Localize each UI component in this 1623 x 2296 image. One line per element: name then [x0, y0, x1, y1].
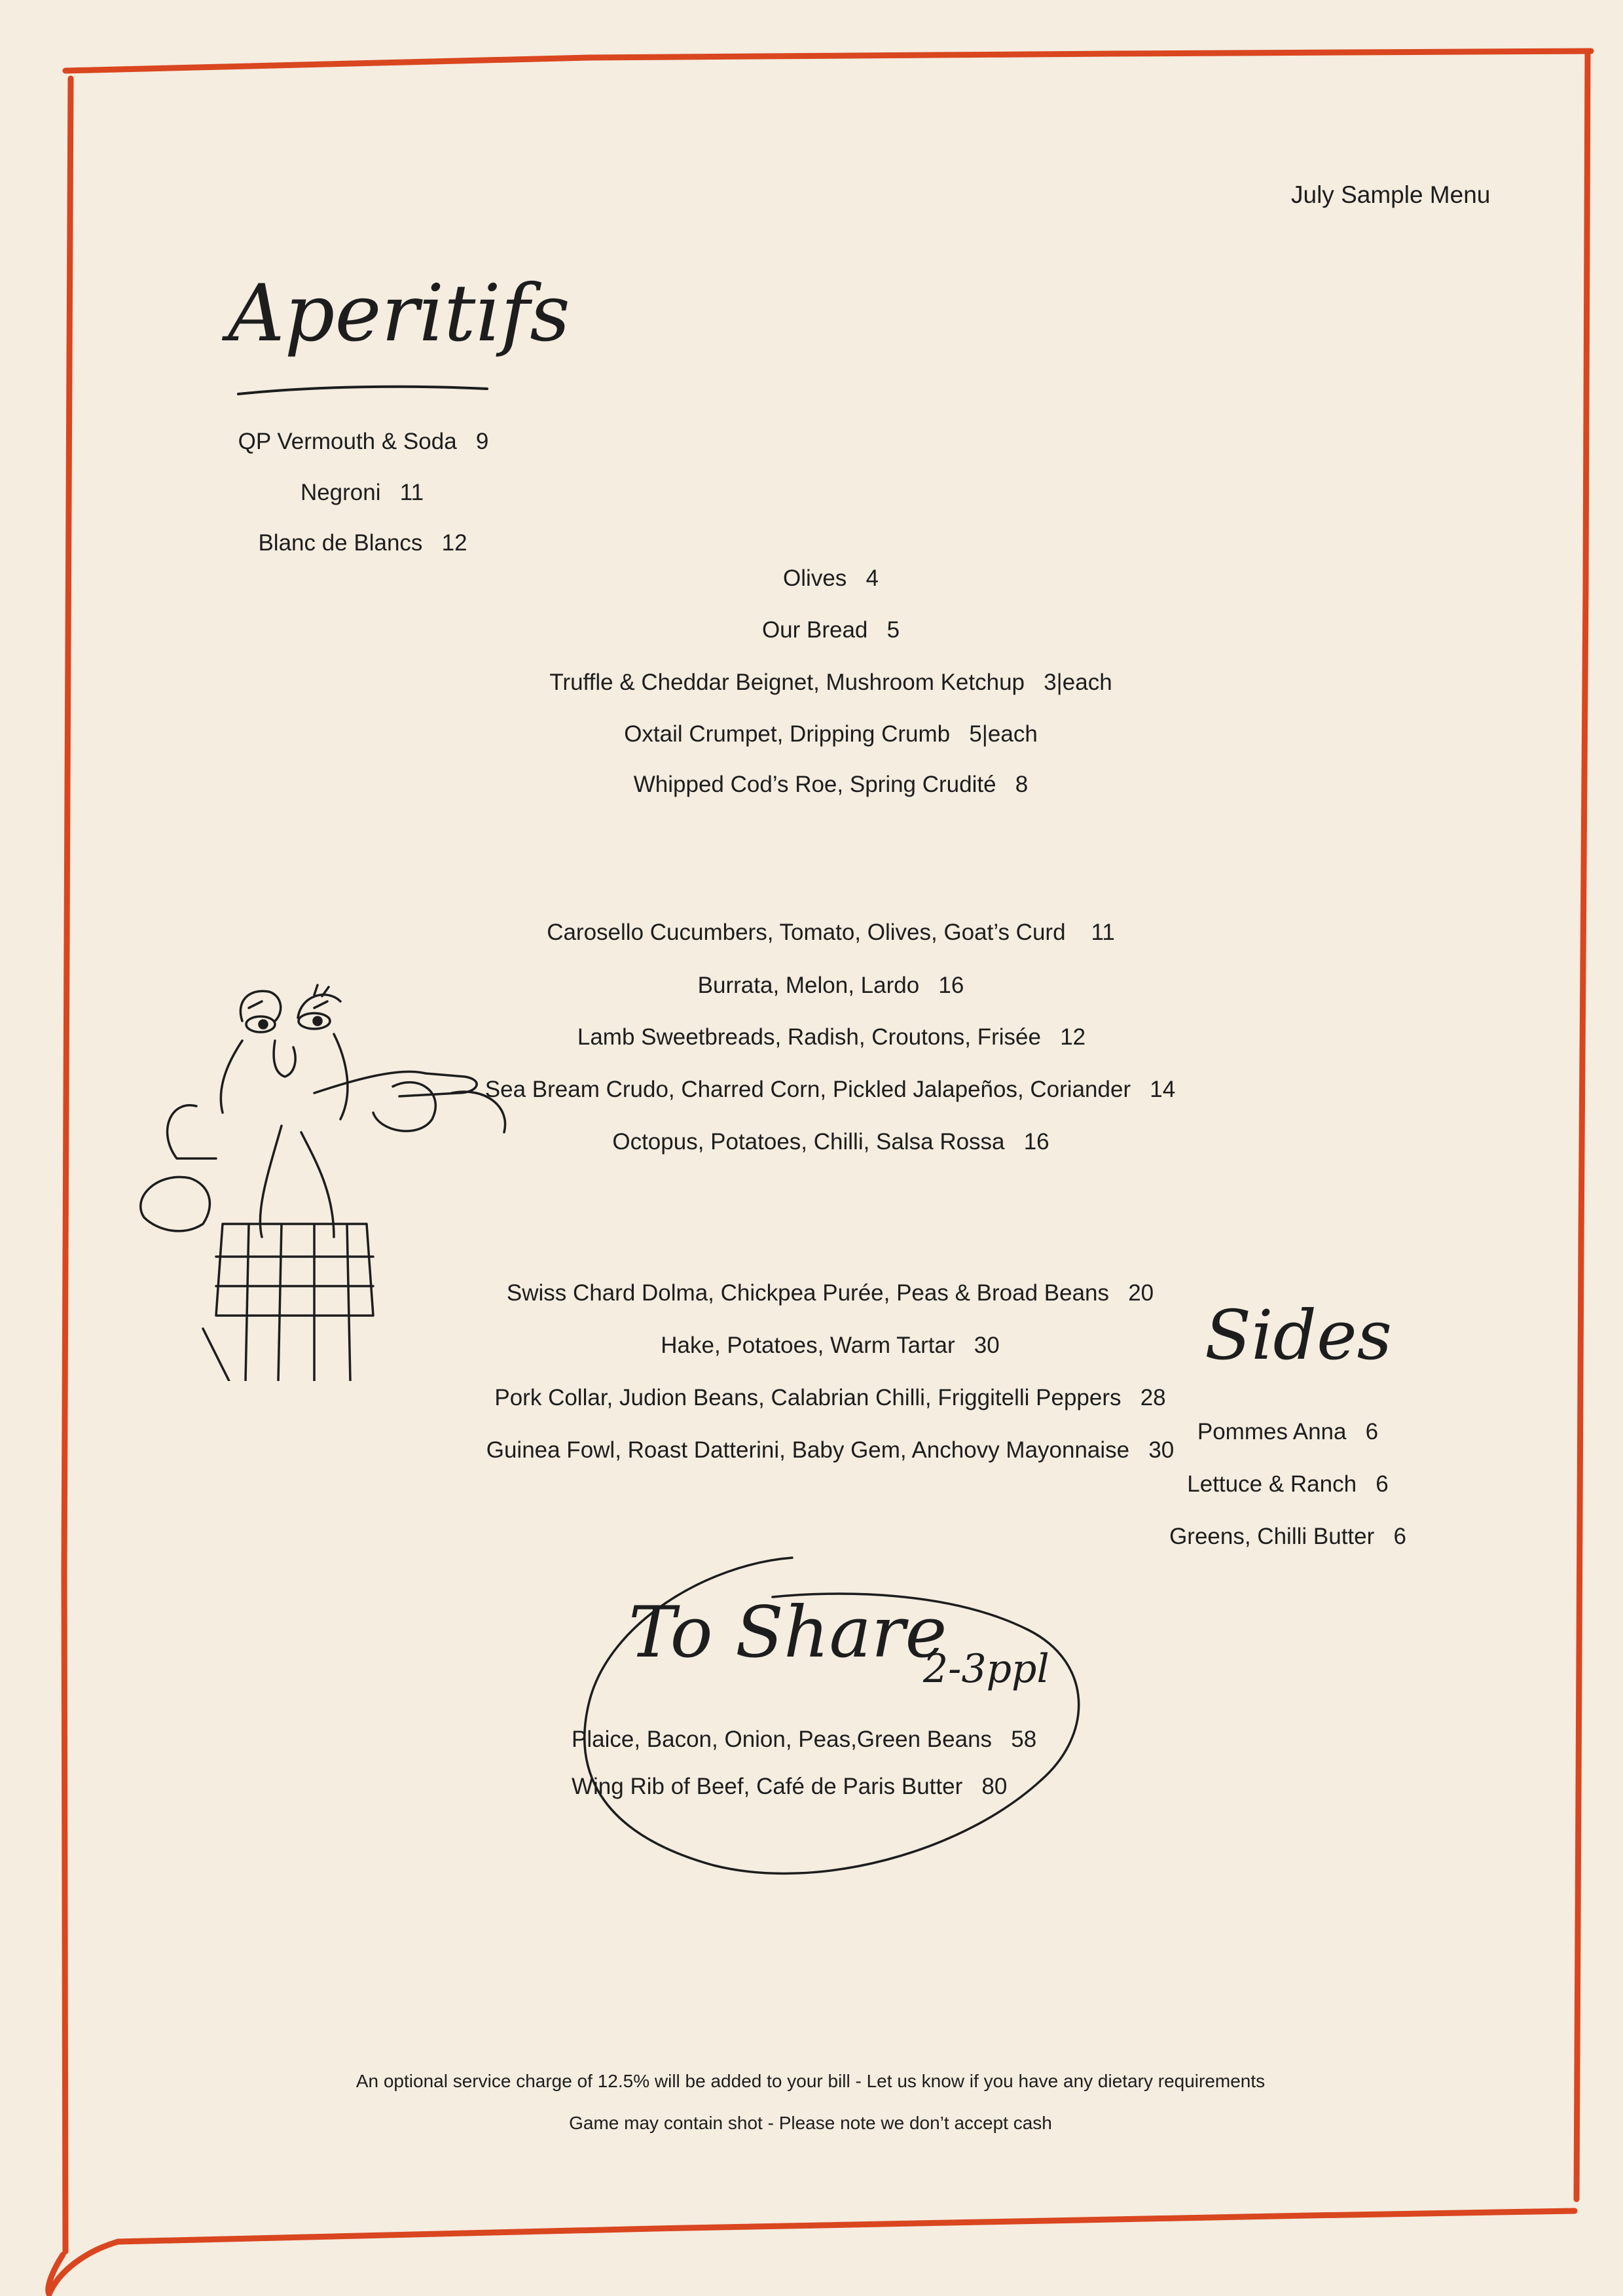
side-item — [1197, 1418, 1378, 1446]
item-name: Carosello Cucumbers, Tomato, Olives, Goat’s Curd — [547, 920, 1066, 945]
snack-item — [783, 564, 879, 593]
item-name: Negroni — [300, 480, 381, 505]
aperitifs-underline — [236, 380, 491, 399]
snack-item — [762, 616, 900, 645]
item-price: 28 — [1140, 1385, 1166, 1410]
snack-item — [624, 720, 1038, 749]
share-item — [572, 1772, 1007, 1801]
item-name: Guinea Fowl, Roast Datterini, Baby Gem, Anchovy Mayonnaise — [486, 1437, 1130, 1463]
to-share-heading: To Share — [629, 1592, 947, 1674]
item-price: 12 — [1060, 1024, 1086, 1050]
menu-title: July Sample Menu — [1291, 181, 1491, 208]
item-price: 5 — [886, 617, 900, 643]
side-item — [1169, 1522, 1406, 1551]
item-price: 16 — [1023, 1129, 1049, 1155]
item-price: 6 — [1376, 1471, 1389, 1497]
main-item — [494, 1384, 1165, 1412]
item-price: 8 — [1015, 772, 1029, 797]
starter-item — [577, 1023, 1085, 1052]
item-price: 6 — [1393, 1524, 1406, 1549]
item-price: 12 — [441, 530, 467, 556]
item-name: Oxtail Crumpet, Dripping Crumb — [624, 721, 951, 747]
item-name: Burrata, Melon, Lardo — [697, 973, 920, 998]
main-item — [507, 1279, 1154, 1308]
starter-item — [485, 1075, 1175, 1104]
item-price: 80 — [981, 1774, 1008, 1799]
aperitif-item — [301, 478, 424, 507]
item-price: 11 — [1091, 920, 1115, 945]
item-name: Whipped Cod’s Roe, Spring Crudité — [633, 772, 996, 797]
item-name: Hake, Potatoes, Warm Tartar — [661, 1333, 955, 1358]
item-name: Swiss Chard Dolma, Chickpea Purée, Peas & Broad Beans — [506, 1280, 1110, 1306]
item-name: Octopus, Potatoes, Chilli, Salsa Rossa — [612, 1129, 1005, 1155]
item-price: 30 — [1148, 1437, 1175, 1463]
item-price: 5|each — [969, 721, 1038, 747]
item-price: 3|each — [1044, 670, 1112, 695]
snack-item — [549, 668, 1112, 697]
share-item — [572, 1725, 1036, 1754]
item-price: 14 — [1150, 1077, 1176, 1102]
item-name: Pork Collar, Judion Beans, Calabrian Chilli, Friggitelli Peppers — [494, 1385, 1122, 1410]
to-share-subheading: 2-3ppl — [923, 1646, 1049, 1692]
item-name: Sea Bream Crudo, Charred Corn, Pickled Jalapeños, Coriander — [484, 1077, 1131, 1102]
item-name: Lettuce & Ranch — [1187, 1471, 1357, 1497]
item-name: Greens, Chilli Butter — [1169, 1524, 1375, 1549]
item-price: 30 — [974, 1333, 1000, 1358]
item-name: QP Vermouth & Soda — [238, 429, 457, 454]
item-name: Blanc de Blancs — [258, 530, 423, 556]
item-price: 9 — [475, 429, 489, 454]
item-price: 11 — [399, 480, 424, 505]
starter-item — [698, 971, 964, 1000]
item-price: 6 — [1365, 1419, 1379, 1444]
aperitif-item — [238, 427, 489, 456]
item-name: Wing Rib of Beef, Café de Paris Butter — [572, 1774, 963, 1799]
main-item — [661, 1331, 999, 1360]
service-charge-note: An optional service charge of 12.5% will be added to your bill - Let us know if you have any dietary requirements — [356, 2071, 1266, 2091]
starter-item — [547, 918, 1115, 947]
aperitifs-heading: Aperitifs — [228, 268, 570, 359]
main-item — [486, 1436, 1175, 1465]
side-item — [1187, 1470, 1388, 1499]
item-name: Our Bread — [761, 617, 868, 643]
cash-note: Game may contain shot - Please note we don’t accept cash — [569, 2113, 1052, 2133]
item-name: Pommes Anna — [1197, 1419, 1347, 1444]
item-name: Truffle & Cheddar Beignet, Mushroom Ketchup — [549, 670, 1025, 695]
lobster-figure-illustration — [118, 962, 563, 1381]
sides-heading: Sides — [1205, 1295, 1392, 1375]
item-price: 16 — [938, 973, 964, 998]
item-price: 58 — [1011, 1727, 1037, 1752]
starter-item — [612, 1128, 1049, 1157]
aperitif-item — [258, 529, 467, 558]
item-name: Lamb Sweetbreads, Radish, Croutons, Frisée — [577, 1024, 1041, 1050]
item-name: Plaice, Bacon, Onion, Peas,Green Beans — [572, 1727, 993, 1752]
item-name: Olives — [783, 565, 847, 591]
item-price: 20 — [1128, 1280, 1154, 1306]
snack-item — [634, 770, 1028, 799]
item-price: 4 — [866, 565, 879, 591]
